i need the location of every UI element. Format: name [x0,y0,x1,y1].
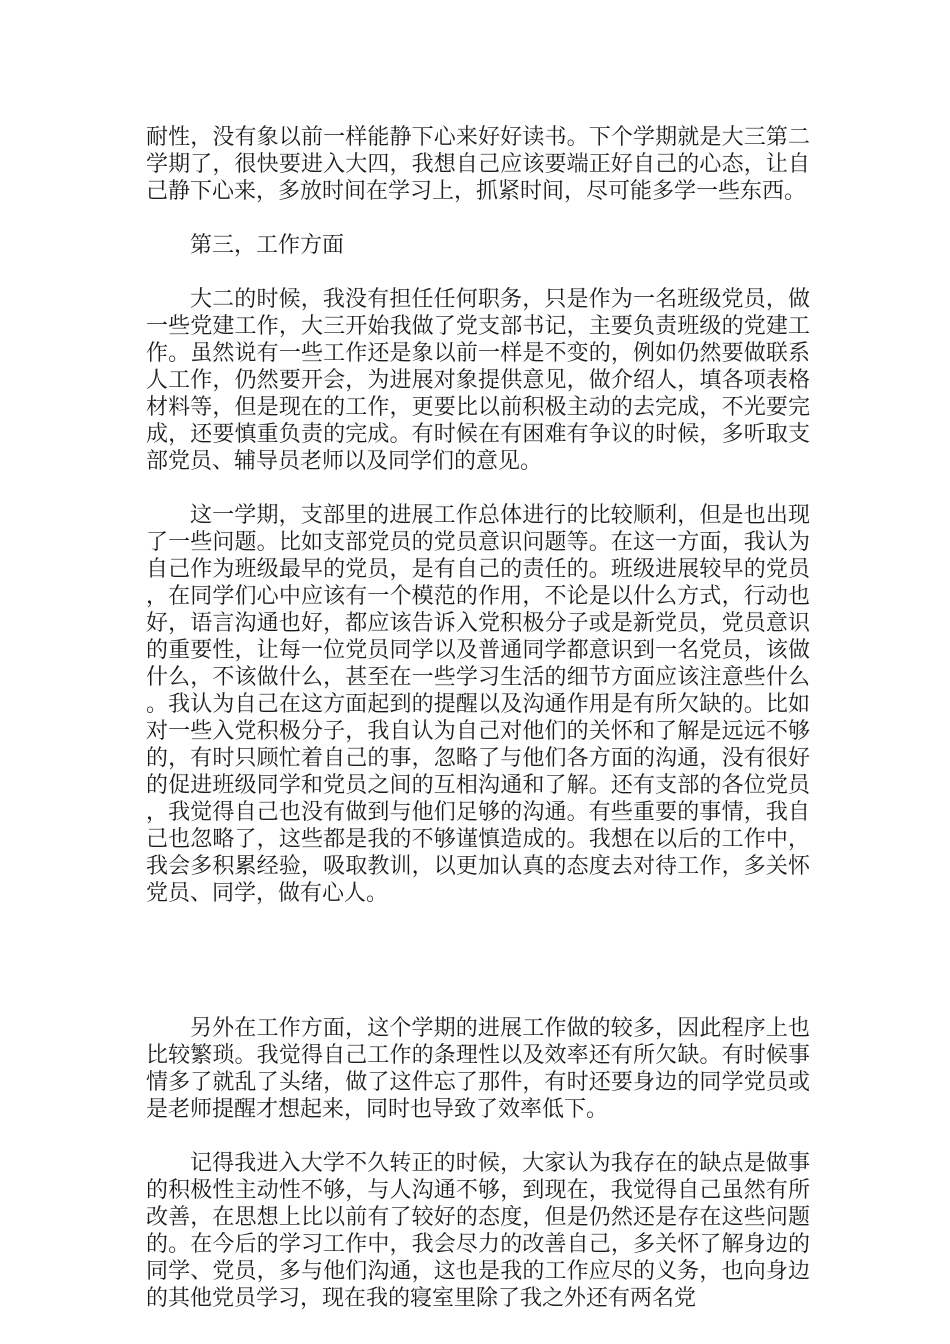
paragraph-self-improvement: 记得我进入大学不久转正的时候，大家认为我存在的缺点是做事的积极性主动性不够，与人沟通不够，到现在，我觉得自己虽然有所改善，在思想上比以前有了较好的态度，但是仍然还是存在这些问题的。在今后的学习工作中，我会尽力的改善自己，多关怀了解身边的同学、党员，多与他们沟通，这也是我的工作应尽的义务，也向身边的其他党员学习，现在我的寝室里除了我之外还有两名党 [146,1151,810,1311]
paragraph-branch-progress: 这一学期，支部里的进展工作总体进行的比较顺利，但是也出现了一些问题。比如支部党员的党员意识问题等。在这一方面，我认为自己作为班级最早的党员，是有自己的责任的。班级进展较早的党员，在同学们心中应该有一个模范的作用，不论是以什么方式，行动也好，语言沟通也好，都应该告诉入党积极分子或是新党员，党员意识的重要性，让每一位党员同学以及普通同学都意识到一名党员，该做什么，不该做什么，甚至在一些学习生活的细节方面应该注意些什么。我认为自己在这方面起到的提醒以及沟通作用是有所欠缺的。比如对一些入党积极分子，我自认为自己对他们的关怀和了解是远远不够的，有时只顾忙着自己的事，忽略了与他们各方面的沟通，没有很好的促进班级同学和党员之间的互相沟通和了解。还有支部的各位党员，我觉得自己也没有做到与他们足够的沟通。有些重要的事情，我自己也忽略了，这些都是我的不够谨慎造成的。我想在以后的工作中，我会多积累经验，吸取教训，以更加认真的态度去对待工作，多关怀党员、同学，做有心人。 [146,503,810,906]
paragraph-work-efficiency: 另外在工作方面，这个学期的进展工作做的较多，因此程序上也比较繁琐。我觉得自己工作的条理性以及效率还有所欠缺。有时候事情多了就乱了头绪，做了这件忘了那件，有时还要身边的同学党员或是老师提醒才想起来，同时也导致了效率低下。 [146,1016,810,1122]
paragraph-sophomore-role: 大二的时候，我没有担任任何职务，只是作为一名班级党员，做一些党建工作，大三开始我做了党支部书记，主要负责班级的党建工作。虽然说有一些工作还是象以前一样是不变的，例如仍然要做联系人工作，仍然要开会，为进展对象提供意见，做介绍人，填各项表格材料等，但是现在的工作，更要比以前积极主动的去完成，不光要完成，还要慎重负责的完成。有时候在有困难有争议的时候，多听取支部党员、辅导员老师以及同学们的意见。 [146,287,810,474]
paragraph-continuation: 耐性，没有象以前一样能静下心来好好读书。下个学期就是大三第二学期了，很快要进入大四，我想自己应该要端正好自己的心态，让自己静下心来，多放时间在学习上，抓紧时间，尽可能多学一些东西。 [146,125,810,204]
section-heading-work: 第三，工作方面 [190,233,345,258]
document-body [146,124,810,1312]
